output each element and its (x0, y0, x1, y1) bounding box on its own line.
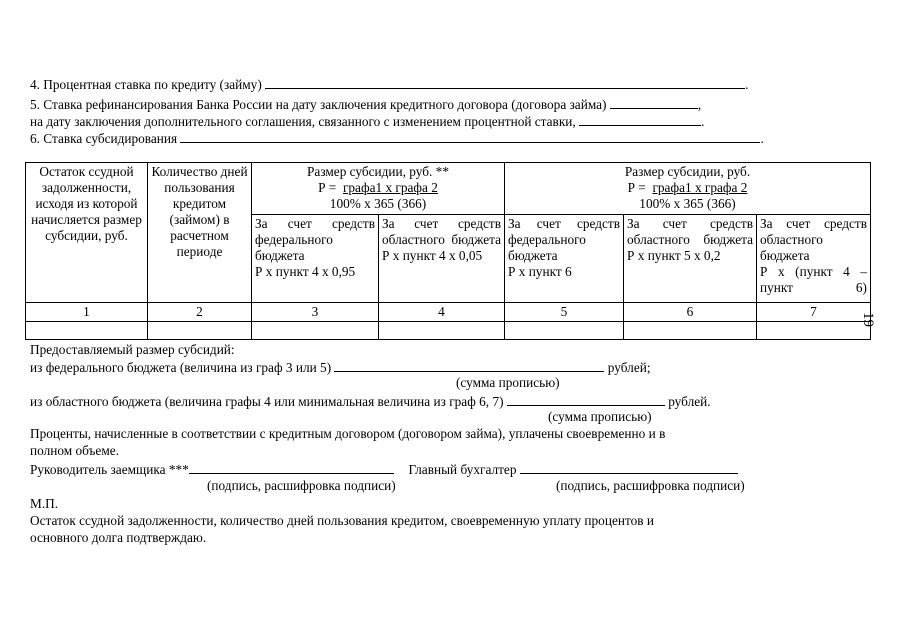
head-signature-field[interactable] (189, 461, 394, 474)
subsidy-rate-line: 6. Ставка субсидирования . (30, 131, 764, 146)
provided-heading: Предоставляемый размер субсидий: (30, 342, 235, 357)
interest-line-1: Проценты, начисленные в соответствии с кредитным договором (договором займа), уплачены своевременно и в (30, 426, 666, 441)
col-number: 3 (252, 303, 379, 322)
entry-cell-6[interactable] (624, 322, 757, 340)
accountant-signature-field[interactable] (520, 461, 738, 474)
interest-line-2: полном объеме. (30, 443, 119, 458)
head-label: Руководитель заемщика *** (30, 462, 189, 477)
regional-label: из областного бюджета (величина графы 4 или минимальная величина из граф 6, 7) (30, 394, 504, 409)
group2-formula: Р = графа1 х графа 2 (627, 180, 748, 195)
group1-denominator: 100% х 365 (366) (329, 196, 427, 211)
federal-words-caption: (сумма прописью) (456, 375, 560, 390)
header-group-1 (252, 163, 505, 215)
refi-line: 5. Ставка рефинансирования Банка России на дату заключения кредитного договора (договора займа) , (30, 97, 702, 112)
col-number: 2 (148, 303, 252, 322)
refi-cont-label: на дату заключения дополнительного соглашения, связанного с изменением процентной ставки, (30, 114, 576, 129)
accountant-label: Главный бухгалтер (408, 462, 517, 477)
header-col-6: За счет средств областного бюджета Р х пункт 5 х 0,2 (624, 215, 757, 303)
subsidy-rate-field[interactable] (180, 130, 760, 143)
header-group-2 (505, 163, 871, 215)
col-number: 5 (505, 303, 624, 322)
group2-denominator: 100% х 365 (366) (639, 196, 736, 211)
refi-cont-field[interactable] (579, 113, 701, 126)
federal-line (30, 359, 651, 376)
header-col-5: За счет средств федерального бюджета Р х пункт 6 (505, 215, 624, 303)
confirm-line-1: Остаток ссудной задолженности, количество дней пользования кредитом, своевременную уплату процентов и (30, 513, 654, 528)
group1-title: Размер субсидии, руб. ** (307, 164, 449, 179)
refi-cont-line: на дату заключения дополнительного соглашения, связанного с изменением процентной ставки, . (30, 114, 705, 129)
rate-label: 4. Процентная ставка по кредиту (займу) (30, 77, 262, 92)
col-number: 1 (26, 303, 148, 322)
header-col-7: За счет средств областного бюджета Р х (пункт 4 – пункт 6) (757, 215, 871, 303)
header-col-4: За счет средств областного бюджета Р х пункт 4 х 0,05 (379, 215, 505, 303)
group2-title: Размер субсидии, руб. (624, 164, 751, 179)
federal-amount-field[interactable] (334, 359, 604, 372)
col-number: 4 (379, 303, 505, 322)
rate-field[interactable] (265, 76, 745, 89)
entry-cell-7[interactable] (757, 322, 871, 340)
regional-rubles: рублей. (668, 394, 711, 409)
group1-formula: Р = графа1 х графа 2 (318, 180, 438, 195)
header-col-3: За счет средств федерального бюджета Р х пункт 4 х 0,95 (252, 215, 379, 303)
head-sign-caption: (подпись, расшифровка подписи) (207, 478, 396, 493)
entry-cell-3[interactable] (252, 322, 379, 340)
subsidy-table (25, 162, 871, 340)
entry-cell-balance[interactable] (26, 322, 148, 340)
col-number: 7 (757, 303, 871, 322)
federal-rubles: рублей; (607, 360, 651, 375)
page-number: 19 (860, 312, 876, 327)
refi-label: 5. Ставка рефинансирования Банка России на дату заключения кредитного договора (договора займа) (30, 97, 607, 112)
header-days: Количество дней пользования кредитом (займом) в расчетном периоде (148, 163, 252, 303)
seal-label: М.П. (30, 496, 59, 511)
header-balance: Остаток ссудной задолженности, исходя из которой начисляется размер субсидии, руб. (26, 163, 148, 303)
entry-cell-5[interactable] (505, 322, 624, 340)
signatures-line (30, 461, 738, 478)
regional-words-caption: (сумма прописью) (548, 409, 652, 424)
col-number: 6 (624, 303, 757, 322)
accountant-sign-caption: (подпись, расшифровка подписи) (556, 478, 745, 493)
entry-cell-days[interactable] (148, 322, 252, 340)
confirm-line-2: основного долга подтверждаю. (30, 530, 207, 545)
subsidy-rate-label: 6. Ставка субсидирования (30, 131, 178, 146)
entry-row (26, 322, 871, 340)
numbers-row (26, 303, 871, 322)
entry-cell-4[interactable] (379, 322, 505, 340)
rate-line: 4. Процентная ставка по кредиту (займу) . (30, 77, 749, 92)
federal-label: из федерального бюджета (величина из граф 3 или 5) (30, 360, 332, 375)
regional-amount-field[interactable] (507, 393, 665, 406)
regional-line (30, 393, 711, 410)
refi-field[interactable] (610, 96, 698, 109)
